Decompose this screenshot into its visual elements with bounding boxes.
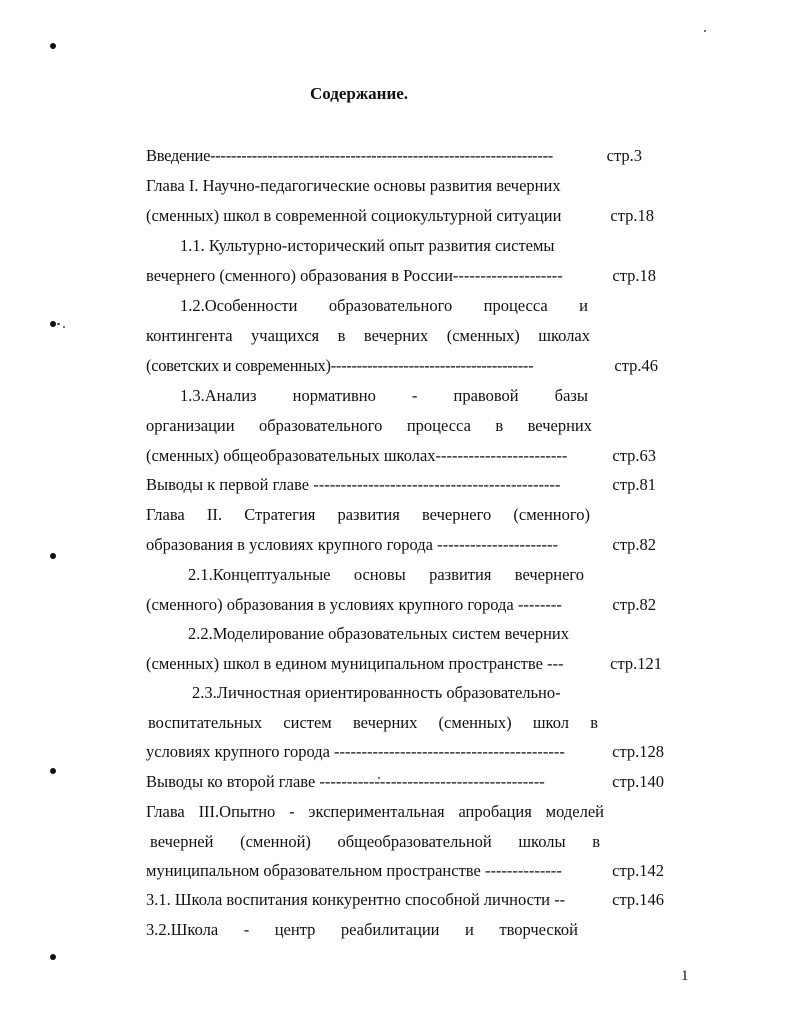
scan-speck [63, 326, 65, 328]
toc-entry-chapter-3-cont2[interactable]: муниципальном образовательном пространстве -------------- стр.142 [146, 859, 658, 883]
toc-entry-3-1[interactable]: 3.1. Школа воспитания конкурентно способной личности -- стр.146 [146, 888, 658, 912]
toc-entry-intro[interactable]: Введение------------------------------------------------------------------ стр.3 [146, 144, 658, 168]
toc-page-ref: стр.140 [602, 770, 664, 794]
toc-entry-chapter-1-cont[interactable]: (сменных) школ в современной социокультурной ситуации стр.18 [146, 204, 658, 228]
toc-page-ref: стр.18 [600, 204, 654, 228]
scan-speck [57, 323, 60, 325]
toc-entry-2-1-cont[interactable]: (сменного) образования в условиях крупного города -------- стр.82 [146, 593, 658, 617]
toc-page-ref: стр.121 [600, 652, 662, 676]
toc-page-ref: стр.142 [602, 859, 664, 883]
toc-page-ref: стр.81 [602, 473, 656, 497]
binder-hole-mark [50, 43, 56, 49]
toc-page-ref: стр.82 [602, 533, 656, 557]
toc-entry-conclusions-2[interactable]: Выводы ко второй главе ----------------------------------------- стр.140 [146, 770, 658, 794]
toc-page-ref: стр.18 [602, 264, 656, 288]
toc-page-ref: стр.46 [604, 354, 658, 378]
toc-entry-2-1[interactable]: 2.1.Концептуальные основы развития вечернего [188, 565, 584, 584]
toc-entry-1-1-cont[interactable]: вечернего (сменного) образования в России-------------------- стр.18 [146, 264, 658, 288]
toc-page-ref: стр.82 [602, 593, 656, 617]
toc-entry-2-3-cont[interactable]: воспитательных систем вечерних (сменных) школ в [148, 713, 598, 732]
toc-entry-1-2-cont2[interactable]: (советских и современных)--------------------------------------- стр.46 [146, 354, 658, 378]
toc-entry-chapter-2-cont[interactable]: образования в условиях крупного города ---------------------- стр.82 [146, 533, 658, 557]
toc-entry-3-2[interactable]: 3.2.Школа - центр реабилитации и творческой [146, 920, 578, 939]
toc-entry-1-3-cont2[interactable]: (сменных) общеобразовательных школах------------------------ стр.63 [146, 444, 658, 468]
toc-entry-chapter-1[interactable]: Глава I. Научно-педагогические основы развития вечерних [146, 176, 561, 195]
binder-hole-mark [50, 321, 56, 327]
binder-hole-mark [50, 768, 56, 774]
toc-entry-chapter-3[interactable]: Глава III.Опытно - экспериментальная апробация моделей [146, 802, 604, 821]
toc-entry-1-2-cont[interactable]: контингента учащихся в вечерних (сменных) школах [146, 326, 590, 345]
toc-entry-2-2-cont[interactable]: (сменных) школ в едином муниципальном пространстве --- стр.121 [146, 652, 658, 676]
page-title: Содержание. [309, 84, 409, 103]
toc-entry-1-3[interactable]: 1.3.Анализ нормативно - правовой базы [180, 386, 588, 405]
toc-page-ref: стр.146 [602, 888, 664, 912]
toc-entry-2-2[interactable]: 2.2.Моделирование образовательных систем вечерних [188, 624, 569, 643]
scan-speck [704, 30, 706, 32]
toc-entry-conclusions-1[interactable]: Выводы к первой главе --------------------------------------------- стр.81 [146, 473, 658, 497]
binder-hole-mark [50, 954, 56, 960]
toc-entry-2-3-cont2[interactable]: условиях крупного города ------------------------------------------ стр.128 [146, 740, 658, 764]
toc-entry-1-3-cont[interactable]: организации образовательного процесса в вечерних [146, 416, 592, 435]
toc-page-ref: стр.63 [602, 444, 656, 468]
toc-entry-1-1[interactable]: 1.1. Культурно-исторический опыт развития системы [180, 236, 555, 255]
toc-entry-1-2[interactable]: 1.2.Особенности образовательного процесса и [180, 296, 588, 315]
toc-page-ref: стр.3 [597, 144, 642, 168]
toc-entry-chapter-3-cont[interactable]: вечерней (сменной) общеобразовательной школы в [150, 832, 600, 851]
toc-entry-chapter-2[interactable]: Глава II. Стратегия развития вечернего (сменного) [146, 505, 590, 524]
toc-entry-2-3[interactable]: 2.3.Личностная ориентированность образовательно- [192, 683, 561, 702]
binder-hole-mark [50, 553, 56, 559]
toc-page-ref: стр.128 [602, 740, 664, 764]
page-number: 1 [681, 968, 689, 984]
